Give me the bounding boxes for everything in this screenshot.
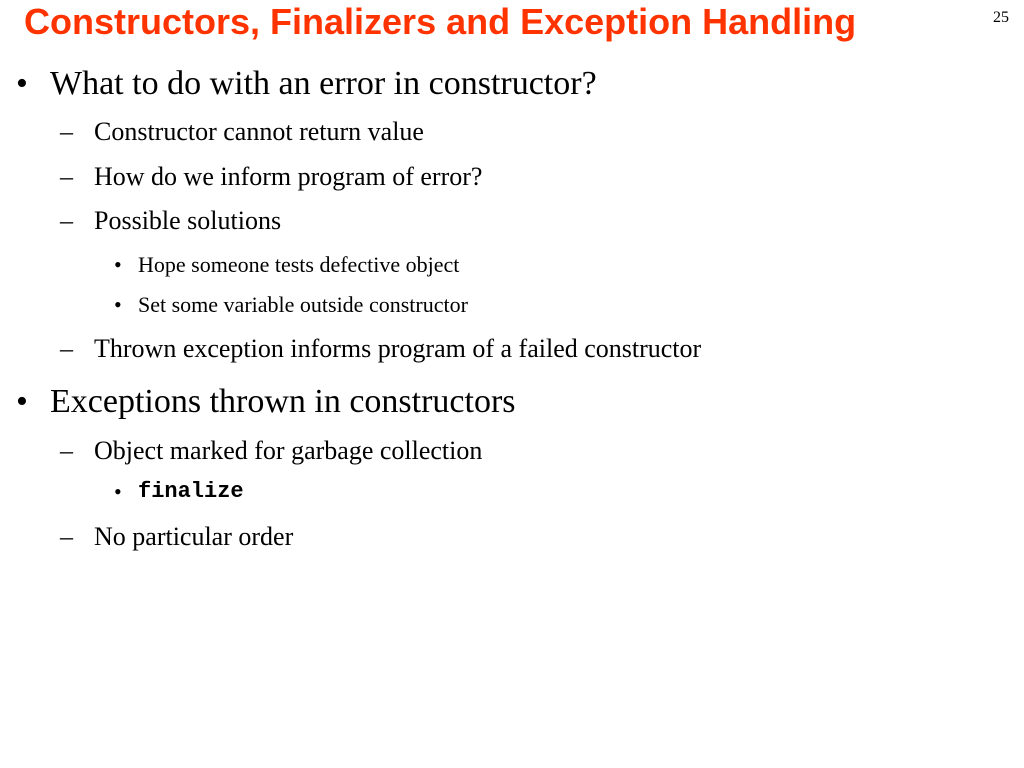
- page-number: 25: [993, 9, 1009, 26]
- sub-bullet-marker: –: [60, 436, 73, 465]
- bullet-text: Exceptions thrown in constructors: [50, 383, 516, 420]
- sub-bullet-marker: –: [60, 206, 73, 235]
- bullet-marker: •: [16, 383, 28, 420]
- sub-sub-bullet-marker: •: [114, 292, 122, 317]
- bullet-marker: •: [16, 65, 28, 102]
- sub-bullet-text: Object marked for garbage collection: [94, 436, 483, 465]
- sub-bullet-text: Constructor cannot return value: [94, 117, 424, 146]
- sub-sub-bullet-marker: •: [114, 479, 122, 504]
- sub-sub-bullet-marker: •: [114, 252, 122, 277]
- sub-bullet-text: No particular order: [94, 522, 294, 551]
- sub-bullet-marker: –: [60, 162, 73, 191]
- sub-bullet-text: How do we inform program of error?: [94, 162, 483, 191]
- sub-bullet-marker: –: [60, 117, 73, 146]
- sub-bullet-marker: –: [60, 334, 73, 363]
- slide-title: Constructors, Finalizers and Exception Handling: [24, 1, 857, 42]
- sub-bullet-text: Thrown exception informs program of a failed constructor: [94, 334, 702, 363]
- sub-sub-bullet-text: Hope someone tests defective object: [138, 252, 460, 277]
- code-text-finalize: finalize: [138, 479, 244, 504]
- sub-sub-bullet-text: Set some variable outside constructor: [138, 292, 468, 317]
- sub-bullet-marker: –: [60, 522, 73, 551]
- sub-bullet-text: Possible solutions: [94, 206, 282, 235]
- bullet-text: What to do with an error in constructor?: [50, 65, 597, 102]
